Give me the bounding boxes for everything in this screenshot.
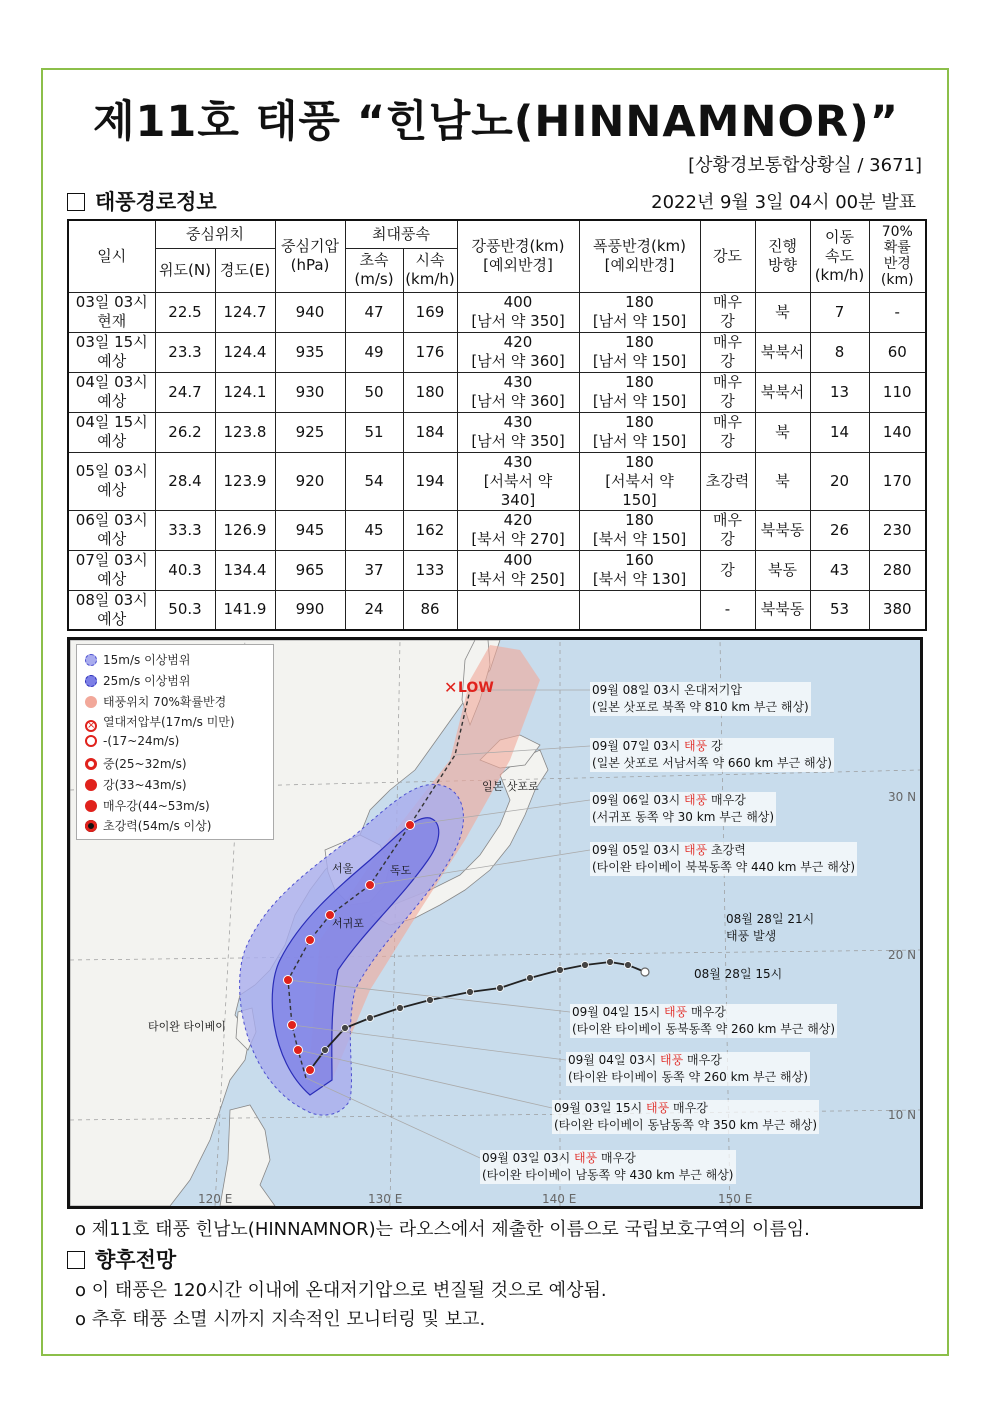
- cell-prob70: 280: [869, 550, 926, 590]
- cell-strong-radius: 400 [남서 약 350]: [457, 292, 579, 332]
- header-direction: 진행 방향: [755, 220, 810, 292]
- legend-item: [85, 734, 179, 748]
- track-annotation: 09월 04일 15시 태풍 매우강 (타이완 타이베이 동북동쪽 약 260 km 부근 해상): [572, 1005, 836, 1036]
- typhoon-position-marker: [284, 976, 293, 985]
- cell-intensity: 강: [700, 550, 755, 590]
- cell-strong-radius: [457, 590, 579, 630]
- cell-lon: 124.1: [215, 372, 275, 412]
- lat-label: 10 N: [888, 1108, 917, 1122]
- legend-label: 초강력(54m/s 이상): [103, 819, 212, 834]
- outlook-line-2: o 추후 태풍 소멸 시까지 지속적인 모니터링 및 보고.: [75, 1309, 486, 1330]
- page-title: 제11호 태풍 “힌남노(HINNAMNOR)”: [92, 97, 900, 147]
- cell-pressure: 920: [275, 452, 345, 510]
- cell-datetime: 03일 03시 현재: [68, 292, 155, 332]
- header-maxwind: 최대풍속: [345, 220, 457, 248]
- table-row: [68, 332, 926, 372]
- genesis-label: 태풍 발생: [726, 929, 777, 943]
- medium-typhoon-icon: [85, 758, 97, 770]
- cell-pressure: 935: [275, 332, 345, 372]
- table-row: [68, 292, 926, 332]
- section-route-title: 태풍경로정보: [95, 190, 217, 214]
- cell-intensity: 매우 강: [700, 510, 755, 550]
- table-header-row: [68, 220, 926, 248]
- cell-lat: 33.3: [155, 510, 215, 550]
- cell-storm-radius: 180 [서북서 약 150]: [579, 452, 700, 510]
- cell-datetime: 07일 03시 예상: [68, 550, 155, 590]
- outlook-line-1: o 이 태풍은 120시간 이내에 온대저기압으로 변질될 것으로 예상됨.: [75, 1280, 607, 1301]
- header-intensity: 강도: [700, 220, 755, 292]
- legend-item: [85, 651, 190, 668]
- cell-lat: 40.3: [155, 550, 215, 590]
- legend-item: [85, 693, 226, 710]
- past-position-marker: [527, 975, 534, 982]
- place-sapporo: 일본 삿포로: [482, 780, 539, 793]
- cell-strong-radius: 430 [남서 약 360]: [457, 372, 579, 412]
- legend-item: [85, 672, 190, 689]
- cell-lat: 50.3: [155, 590, 215, 630]
- cell-kmh: 86: [403, 590, 457, 630]
- legend-item: [85, 776, 187, 793]
- probability-cone-icon: [85, 696, 97, 708]
- cell-strong-radius: 400 [북서 약 250]: [457, 550, 579, 590]
- cell-pressure: 965: [275, 550, 345, 590]
- cell-speed: 8: [810, 332, 869, 372]
- typhoon-track-map: [67, 637, 923, 1209]
- section-route-heading: [67, 186, 217, 216]
- annotation-leader-line: [306, 1078, 480, 1158]
- cell-lat: 22.5: [155, 292, 215, 332]
- name-note: o 제11호 태풍 힌남노(HINNAMNOR)는 라오스에서 제출한 이름으로 국립보호구역의 이름임.: [75, 1219, 810, 1240]
- legend-label: -(17~24m/s): [103, 734, 180, 749]
- cell-lon: 141.9: [215, 590, 275, 630]
- legend-item: [85, 713, 235, 732]
- cell-strong-radius: 420 [북서 약 270]: [457, 510, 579, 550]
- table-row: [68, 412, 926, 452]
- place-seogwipo: 서귀포: [332, 917, 364, 930]
- genesis-time: 08월 28일 21시: [726, 912, 815, 926]
- header-prob70: 70% 확률 반경 (km): [869, 220, 926, 292]
- cell-speed: 13: [810, 372, 869, 412]
- cell-kmh: 169: [403, 292, 457, 332]
- section-outlook-heading: [67, 1244, 176, 1274]
- place-dokdo: 독도: [390, 864, 412, 877]
- cell-lon: 124.7: [215, 292, 275, 332]
- cell-ms: 24: [345, 590, 403, 630]
- cell-direction: 북북서: [755, 372, 810, 412]
- cell-direction: 북: [755, 452, 810, 510]
- department-label: [상황경보통합상황실 / 3671]: [688, 155, 922, 176]
- legend-label: 25m/s 이상범위: [103, 673, 191, 688]
- cell-lat: 28.4: [155, 452, 215, 510]
- typhoon-track-table: [67, 219, 927, 631]
- place-seoul: 서울: [332, 862, 354, 875]
- cell-strong-radius: 430 [서북서 약 340]: [457, 452, 579, 510]
- cell-storm-radius: 180 [남서 약 150]: [579, 332, 700, 372]
- past-position-marker: [342, 1025, 349, 1032]
- cell-ms: 51: [345, 412, 403, 452]
- cell-storm-radius: 180 [남서 약 150]: [579, 412, 700, 452]
- track-annotation: 09월 07일 03시 태풍 강 (일본 삿포로 서남서쪽 약 660 km 부근 해상): [592, 739, 832, 770]
- place-taipei: 타이완 타이베이: [148, 1020, 226, 1033]
- cell-prob70: 380: [869, 590, 926, 630]
- table-row: [68, 452, 926, 510]
- cell-kmh: 184: [403, 412, 457, 452]
- legend-label: 매우강(44~53m/s): [103, 798, 210, 813]
- cell-ms: 45: [345, 510, 403, 550]
- header-kmh: 시속 (km/h): [403, 248, 457, 292]
- track-annotation: 09월 03일 15시 태풍 매우강 (타이완 타이베이 동남동쪽 약 350 km 부근 해상): [554, 1101, 818, 1132]
- past-position-marker: [625, 962, 632, 969]
- tropical-depression-icon: ×: [87, 720, 96, 732]
- low-x-icon: ✕: [444, 678, 458, 697]
- lon-label: 130 E: [368, 1192, 403, 1206]
- past-position-marker: [427, 997, 434, 1004]
- cell-datetime: 05일 03시 예상: [68, 452, 155, 510]
- header-pressure: 중심기압 (hPa): [275, 220, 345, 292]
- legend-item: [85, 817, 211, 834]
- past-position-marker: [497, 985, 504, 992]
- cell-ms: 54: [345, 452, 403, 510]
- lon-label: 140 E: [542, 1192, 577, 1206]
- cell-intensity: -: [700, 590, 755, 630]
- typhoon-position-marker: [294, 1046, 303, 1055]
- cell-pressure: 945: [275, 510, 345, 550]
- cell-prob70: 110: [869, 372, 926, 412]
- cell-prob70: 230: [869, 510, 926, 550]
- cell-lat: 23.3: [155, 332, 215, 372]
- header-strong-radius: 강풍반경(km) [예외반경]: [457, 220, 579, 292]
- lon-label: 150 E: [718, 1192, 753, 1206]
- cell-ms: 37: [345, 550, 403, 590]
- very-strong-typhoon-icon: [85, 800, 97, 812]
- strong-wind-area-icon: [85, 675, 97, 687]
- cell-prob70: 170: [869, 452, 926, 510]
- cell-intensity: 매우 강: [700, 292, 755, 332]
- lat-label: 20 N: [888, 948, 917, 962]
- cell-lon: 126.9: [215, 510, 275, 550]
- legend-label: 열대저압부(17m/s 미만): [103, 715, 235, 730]
- issued-time: 2022년 9월 3일 04시 00분 발표: [651, 192, 916, 213]
- track-annotation: 09월 06일 03시 태풍 매우강 (서귀포 동쪽 약 30 km 부근 해상): [592, 793, 775, 824]
- header-lat: 위도(N): [155, 248, 215, 292]
- table-row: [68, 590, 926, 630]
- cell-direction: 북북서: [755, 332, 810, 372]
- low-label: LOW: [458, 680, 494, 696]
- strong-typhoon-icon: [85, 779, 97, 791]
- checkbox-icon: [67, 193, 85, 211]
- typhoon-position-marker: [406, 821, 415, 830]
- legend-label: 강(33~43m/s): [103, 777, 187, 792]
- weak-typhoon-icon: [85, 735, 97, 747]
- cell-kmh: 176: [403, 332, 457, 372]
- cell-direction: 북동: [755, 550, 810, 590]
- cell-kmh: 133: [403, 550, 457, 590]
- cell-storm-radius: 160 [북서 약 130]: [579, 550, 700, 590]
- cell-pressure: 930: [275, 372, 345, 412]
- typhoon-position-marker: [306, 936, 315, 945]
- header-storm-radius: 폭풍반경(km) [예외반경]: [579, 220, 700, 292]
- cell-speed: 43: [810, 550, 869, 590]
- cell-intensity: 초강력: [700, 452, 755, 510]
- cell-kmh: 180: [403, 372, 457, 412]
- genesis-depression-time: 08월 28일 15시: [694, 967, 783, 981]
- cell-prob70: 140: [869, 412, 926, 452]
- cell-intensity: 매우 강: [700, 412, 755, 452]
- lon-label: 120 E: [198, 1192, 233, 1206]
- cell-intensity: 매우 강: [700, 372, 755, 412]
- cell-storm-radius: 180 [북서 약 150]: [579, 510, 700, 550]
- legend-item: [85, 797, 210, 814]
- typhoon-position-marker: [366, 881, 375, 890]
- cell-lon: 123.8: [215, 412, 275, 452]
- section-outlook-title: 향후전망: [95, 1248, 177, 1272]
- map-legend: [76, 644, 274, 840]
- past-position-marker: [557, 967, 564, 974]
- track-annotation: 09월 05일 03시 태풍 초강력 (타이완 타이베이 북북동쪽 약 440 km 부근 해상): [592, 843, 856, 874]
- genesis-marker: [641, 968, 649, 976]
- cell-direction: 북: [755, 292, 810, 332]
- legend-label: 중(25~32m/s): [103, 757, 187, 771]
- cell-intensity: 매우 강: [700, 332, 755, 372]
- cell-speed: 14: [810, 412, 869, 452]
- header-datetime: 일시: [68, 220, 155, 292]
- super-typhoon-icon: [85, 820, 97, 832]
- cell-prob70: -: [869, 292, 926, 332]
- cell-lat: 24.7: [155, 372, 215, 412]
- past-position-marker: [322, 1047, 329, 1054]
- cell-storm-radius: 180 [남서 약 150]: [579, 292, 700, 332]
- cell-datetime: 04일 15시 예상: [68, 412, 155, 452]
- cell-datetime: 08일 03시 예상: [68, 590, 155, 630]
- cell-kmh: 194: [403, 452, 457, 510]
- cell-ms: 47: [345, 292, 403, 332]
- cell-ms: 49: [345, 332, 403, 372]
- lat-label: 30 N: [888, 790, 917, 804]
- land-philippines: [220, 1105, 275, 1206]
- track-annotation: 09월 08일 03시 온대저기압 (일본 삿포로 북쪽 약 810 km 부근 해상): [592, 683, 809, 714]
- cell-lon: 123.9: [215, 452, 275, 510]
- cell-kmh: 162: [403, 510, 457, 550]
- cell-lat: 26.2: [155, 412, 215, 452]
- cell-prob70: 60: [869, 332, 926, 372]
- cell-direction: 북북동: [755, 510, 810, 550]
- cell-pressure: 990: [275, 590, 345, 630]
- header-center: 중심위치: [155, 220, 275, 248]
- past-position-marker: [582, 962, 589, 969]
- cell-lon: 124.4: [215, 332, 275, 372]
- cell-lon: 134.4: [215, 550, 275, 590]
- cell-strong-radius: 430 [남서 약 350]: [457, 412, 579, 452]
- table-row: [68, 510, 926, 550]
- past-position-marker: [607, 959, 614, 966]
- cell-datetime: 06일 03시 예상: [68, 510, 155, 550]
- legend-item: [85, 755, 187, 772]
- cell-ms: 50: [345, 372, 403, 412]
- legend-label: 태풍위치 70%확률반경: [103, 694, 227, 709]
- cell-storm-radius: 180 [남서 약 150]: [579, 372, 700, 412]
- header-speed: 이동 속도 (km/h): [810, 220, 869, 292]
- past-position-marker: [467, 989, 474, 996]
- cell-speed: 20: [810, 452, 869, 510]
- cell-pressure: 925: [275, 412, 345, 452]
- header-lon: 경도(E): [215, 248, 275, 292]
- typhoon-position-marker: [288, 1021, 297, 1030]
- cell-datetime: 04일 03시 예상: [68, 372, 155, 412]
- typhoon-position-marker: [306, 1066, 315, 1075]
- cell-direction: 북북동: [755, 590, 810, 630]
- cell-pressure: 940: [275, 292, 345, 332]
- track-annotation: 09월 04일 03시 태풍 매우강 (타이완 타이베이 동쪽 약 260 km 부근 해상): [568, 1053, 808, 1084]
- legend-label: 15m/s 이상범위: [103, 653, 191, 667]
- cell-speed: 26: [810, 510, 869, 550]
- weak-wind-area-icon: [85, 654, 97, 666]
- past-position-marker: [367, 1015, 374, 1022]
- cell-direction: 북: [755, 412, 810, 452]
- track-annotation: 09월 03일 03시 태풍 매우강 (타이완 타이베이 남동쪽 약 430 km 부근 해상): [482, 1151, 734, 1182]
- table-row: [68, 372, 926, 412]
- cell-strong-radius: 420 [남서 약 360]: [457, 332, 579, 372]
- cell-storm-radius: [579, 590, 700, 630]
- cell-speed: 7: [810, 292, 869, 332]
- cell-speed: 53: [810, 590, 869, 630]
- checkbox-icon: [67, 1251, 85, 1269]
- cell-datetime: 03일 15시 예상: [68, 332, 155, 372]
- past-position-marker: [397, 1005, 404, 1012]
- table-row: [68, 550, 926, 590]
- header-ms: 초속 (m/s): [345, 248, 403, 292]
